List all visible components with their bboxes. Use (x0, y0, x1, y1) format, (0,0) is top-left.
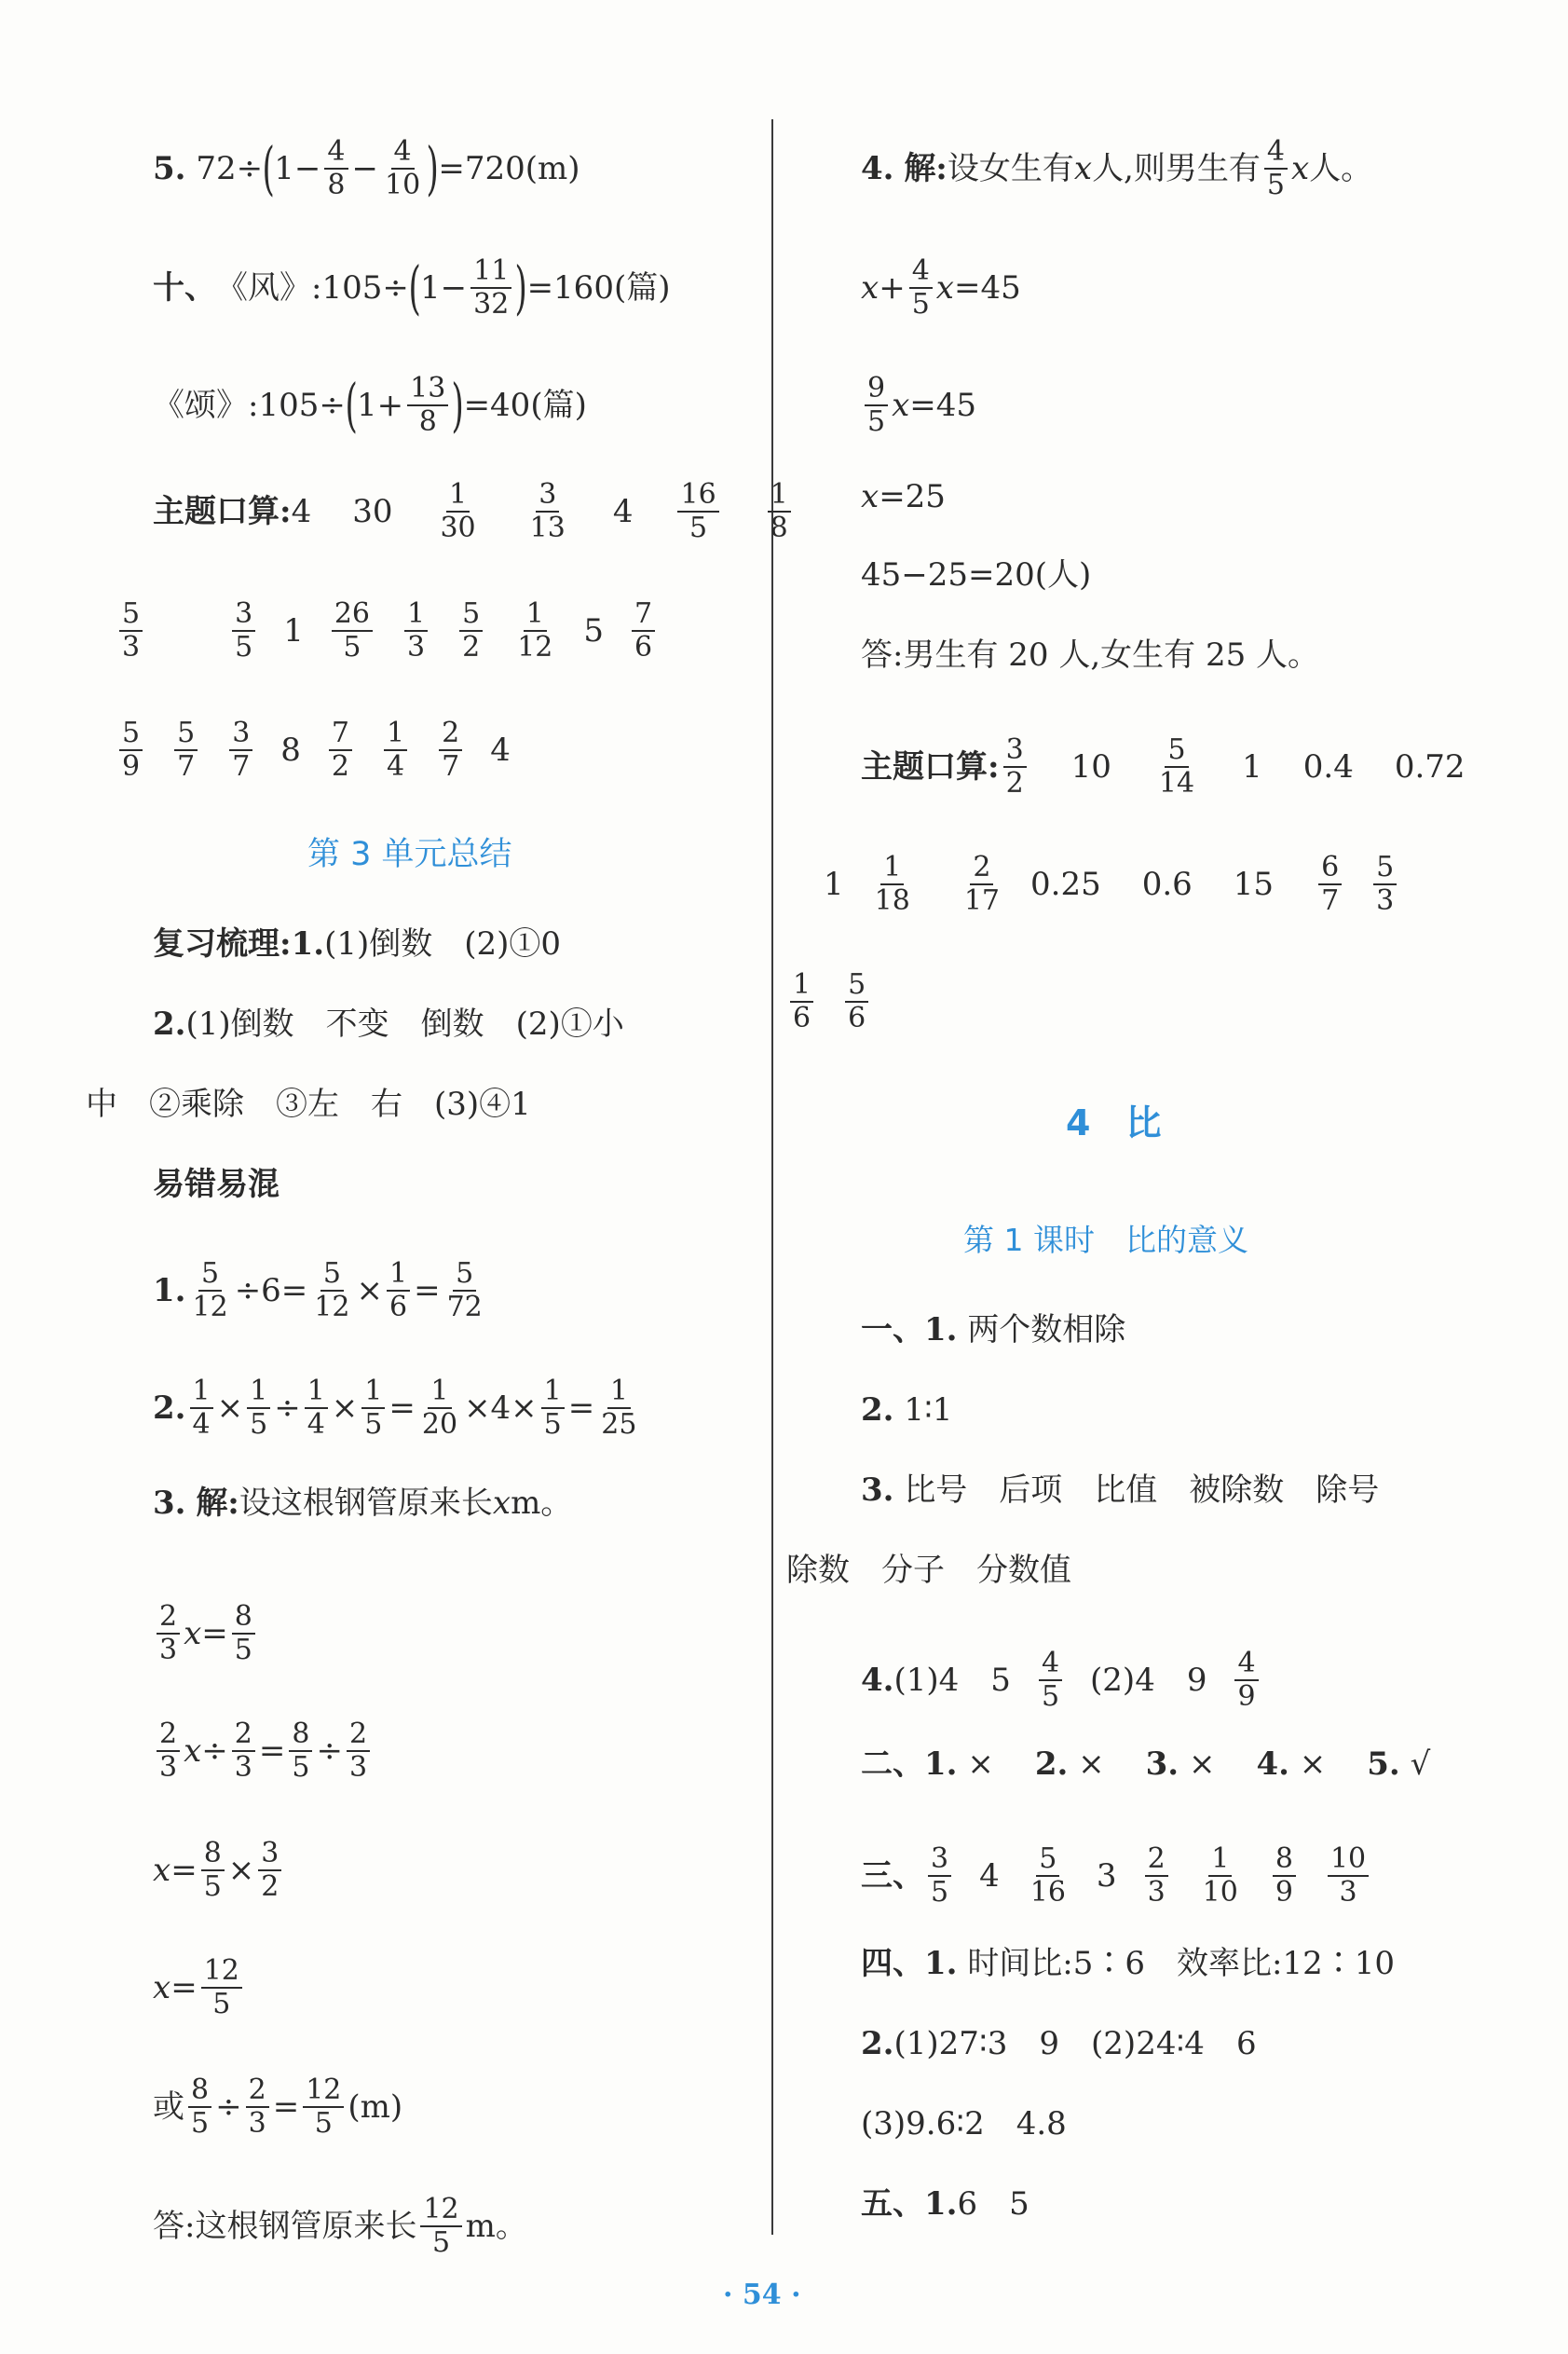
alternative-solution: 或 $\frac{8}{5}$ ÷ $\frac{2}{3}$ = $\frac{12}{5}$ (m) (153, 2073, 403, 2140)
section-1-q1: 一、1. 两个数相除 (861, 1311, 1126, 1348)
mental-math-r-3: 1 6 5 6 (786, 969, 872, 1033)
answer-4: 4. 解: 设女生有 x 人,则男生有 4 5 x 人。 (861, 135, 1373, 201)
answer-r-4: 答:男生有 20 人,女生有 25 人。 (861, 636, 1320, 674)
equation-step-2: 2 3 x ÷ $\frac{2}{3}$ = $\frac{8}{5}$ ÷ $\frac{2}{3}$ (153, 1718, 374, 1783)
section-4-q2: 2. (1)27∶3 9 (2)24∶4 6 (861, 2025, 1257, 2062)
error-2: 2. $\frac{1}{4}$ × $\frac{1}{5}$ ÷ $\frac{1}{4}$ × $\frac{1}{5}$ = $\frac{1}{20}$ ×4× $\frac{1}{5}$ = $\frac{1}{25}$ (153, 1375, 637, 1441)
eq-r-3: x =25 (861, 478, 946, 515)
answer-10-song: 《颂》:105÷ ( 1+ $\frac{13}{8}$ ) =40(篇) (153, 370, 587, 439)
section-2: 二、1. × 2. × 3. × 4. × 5. √ (861, 1745, 1431, 1783)
equation-step-4: x = $\frac{12}{5}$ (153, 1955, 246, 2019)
chapter-heading: 4 比 (1066, 1102, 1162, 1143)
review-1: 复习梳理: 1. (1)倒数 (2)①0 (153, 925, 562, 963)
mental-math-r-1: 主题口算: 3 2 10 5 14 1 0.4 0.72 (861, 733, 1466, 800)
eq-r-1: x + $\frac{4}{5}$ x =45 (861, 254, 1021, 321)
section-4-q2-cont: (3)9.6∶2 4.8 (861, 2105, 1067, 2142)
error-1: 1. $\frac{5}{12}$ ÷6= $\frac{5}{12}$ × $\frac{1}{6}$ = $\frac{5}{72}$ (153, 1257, 483, 1323)
section-1-q3: 3. 比号 后项 比值 被除数 除号 (861, 1471, 1380, 1509)
mental-math-1: 主题口算: 4 30 1 30 3 13 4 16 5 1 8 (153, 479, 795, 543)
eq-r-4: 45−25=20(人) (861, 556, 1092, 594)
equation-step-3: x = $\frac{8}{5}$ × $\frac{3}{2}$ (153, 1838, 285, 1902)
page-number: · 54 · (723, 2279, 801, 2311)
section-3: 三、 3 5 4 5 16 3 2 3 1 10 8 9 10 3 (861, 1843, 1372, 1908)
column-divider (771, 119, 773, 2235)
answer-10-feng: 十、 《风》:105÷ ( 1− $\frac{11}{32}$ ) =160(篇) (153, 253, 671, 322)
lesson-heading: 第 1 课时 比的意义 (963, 1222, 1248, 1258)
section-1-q2: 2. 1∶1 (861, 1391, 953, 1429)
review-2-cont: 中 ②乘除 ③左 右 (3)④1 (86, 1086, 531, 1123)
error-prone-heading: 易错易混 (153, 1166, 280, 1203)
mental-math-2: 5 3 3 5 1 26 5 1 3 5 2 1 12 5 7 6 (116, 598, 659, 663)
section-5-q1: 五、1. 6 5 (861, 2185, 1029, 2223)
mental-math-r-2: 1 1 18 2 17 0.25 0.6 15 6 7 5 3 (824, 852, 1400, 916)
unit-summary-heading: 第 3 单元总结 (307, 836, 512, 873)
equation-step-1: 2 3 x = $\frac{8}{5}$ (153, 1601, 259, 1665)
mental-math-3: 5 9 5 7 3 7 8 7 2 1 4 2 7 4 (116, 718, 511, 782)
eq-r-2: 9 5 x =45 (861, 373, 976, 437)
section-4-q1: 四、1. 时间比:5∶6 效率比:12∶10 (861, 1945, 1396, 1982)
section-1-q3-cont: 除数 分子 分数值 (786, 1552, 1071, 1589)
section-1-q4: 4. (1)4 5 4 5 (2)4 9 4 9 (861, 1648, 1262, 1712)
final-answer-left: 答:这根钢管原来长 12 5 m。 (153, 2193, 527, 2259)
error-3: 3. 解: 设这根钢管原来长 x m。 (153, 1485, 573, 1522)
review-2: 2. (1)倒数 不变 倒数 (2)①小 (153, 1006, 624, 1043)
answer-5: 5. 72÷ ( 1− $\frac{4}{8}$ − $\frac{4}{10}$ ) =720(m) (153, 133, 580, 202)
